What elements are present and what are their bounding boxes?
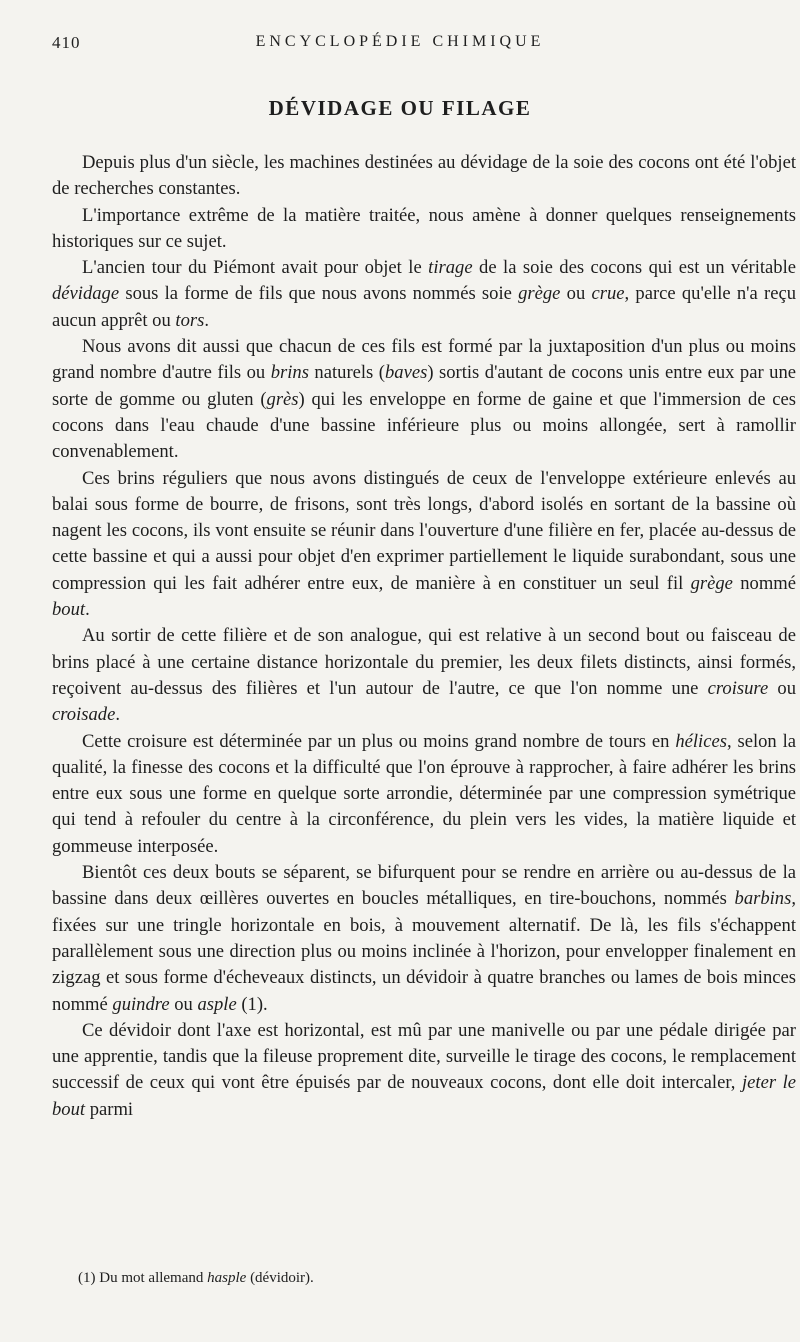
italic-term: guindre [112, 993, 170, 1015]
text-run: . [85, 599, 90, 621]
footnote-text: (dévidoir). [246, 1270, 314, 1286]
text-run: ou [169, 993, 198, 1015]
text-run: de la soie des cocons qui est un véritable [472, 257, 796, 279]
text-run: Bientôt ces deux bouts se séparent, se bifurquent pour se rendre en arrière ou au-dessus de la bassine dans deux œillères ouvertes en boucles métalliques, en tire-bouchons, nommés [52, 862, 796, 910]
running-head [0, 33, 800, 57]
text-run: L'ancien tour du Piémont avait pour objet le [82, 257, 429, 279]
footnote-italic-term: hasple [207, 1270, 247, 1286]
italic-term: grège [690, 572, 733, 594]
text-run: ou [768, 677, 796, 699]
footnote-reference: (1). [236, 993, 268, 1015]
text-run: ) qui les enveloppe en forme de gaine et que l'immersion de ces cocons dans l'eau chaude d'une bassine inférieure plus ou moins allongée, sert à ramollir convenablement. [52, 388, 796, 463]
text-run: sous la forme de fils que nous avons nommés soie [119, 283, 519, 305]
text-run: , fixées sur une tringle horizontale en bois, à mouvement alternatif. De là, les fils s'échappent parallèlement sous une direction plus ou moins inclinée à l'horizon, pour envelopper finalement en zigzag et sous forme d'écheveaux distincts, un dévidoir à quatre branches ou lames de bois minces nommé [52, 888, 796, 1015]
footnote [78, 1268, 778, 1288]
text-run: Nous avons dit aussi que chacun de ces fils est formé par la juxtaposition d'un plus ou moins grand nombre d'autre fils ou [52, 336, 796, 384]
italic-term: barbins [734, 888, 792, 910]
journal-title: ENCYCLOPÉDIE CHIMIQUE [255, 33, 545, 50]
paragraph-6 [52, 623, 796, 728]
paragraph-2: L'importance extrême de la matière traitée, nous amène à donner quelques renseignements historiques sur ce sujet. [52, 204, 796, 252]
italic-term: tors [175, 309, 205, 331]
text-run: , parce qu'elle n'a reçu aucun apprêt ou [52, 283, 796, 331]
italic-term: croisure [707, 677, 769, 699]
italic-term: tirage [428, 257, 473, 279]
text-run: Cette croisure est déterminée par un plus ou moins grand nombre de tours en [82, 730, 676, 752]
italic-term: brins [270, 362, 309, 384]
footnote-text: (1) Du mot allemand [78, 1270, 208, 1286]
italic-term: crue [591, 283, 625, 305]
section-title: DÉVIDAGE OU FILAGE [268, 96, 532, 120]
paragraph-4 [52, 334, 796, 465]
text-run: Ce dévidoir dont l'axe est horizontal, est mû par une manivelle ou par une pédale dirigée par une apprentie, tandis que la fileuse proprement dite, surveille le tirage des cocons, le remplacement successif de ceux qui vont être épuisés par de nouveaux cocons, dont elle doit intercaler, [52, 1019, 796, 1094]
italic-term: baves [384, 362, 428, 384]
paragraph-1: Depuis plus d'un siècle, les machines destinées au dévidage de la soie des cocons ont été l'objet de recherches constantes. [52, 152, 796, 200]
body-text [52, 150, 796, 1123]
page-number: 410 [52, 33, 81, 52]
paragraph-5 [52, 466, 796, 624]
italic-term: asple [197, 993, 237, 1015]
text-run: Ces brins réguliers que nous avons distingués de ceux de l'enveloppe extérieure enlevés au balai sous forme de bourre, de frisons, sont très longs, d'abord isolés en sortant de la bassine où nagent les cocons, ils vont ensuite se réunir dans l'ouverture d'une filière en fer, placée au-dessus de cette bassine et qui a aussi pour objet d'en exprimer partiellement le liquide surabondant, sous une compression qui les fait adhérer entre eux, de manière à en constituer un seul fil [52, 467, 796, 594]
italic-term: bout [52, 599, 86, 621]
text-run: parmi [85, 1098, 134, 1120]
italic-term: croisade [52, 704, 116, 726]
text-run: ) sortis d'autant de cocons unis entre eux par une sorte de gomme ou gluten ( [52, 362, 797, 410]
paragraph-7 [52, 729, 796, 860]
text-run: Au sortir de cette filière et de son analogue, qui est relative à un second bout ou faisceau de brins placé à une certaine distance horizontale du premier, les deux filets distincts, ainsi formés, reçoivent au-dessus des filières et l'un autour de l'autre, ce que l'on nomme une [52, 625, 796, 699]
text-run: naturels ( [308, 362, 385, 384]
italic-term: grès [266, 388, 299, 410]
text-run: . [204, 309, 209, 331]
text-run: nommé [732, 572, 797, 594]
italic-term: hélices [675, 730, 727, 752]
italic-term: jeter le bout [52, 1072, 797, 1120]
italic-term: grège [518, 283, 561, 305]
paragraph-3 [52, 255, 796, 334]
paragraph-8 [52, 860, 796, 1018]
text-run: . [115, 704, 121, 726]
text-run: , selon la qualité, la finesse des cocons et la difficulté que l'on éprouve à rapprocher, à faire adhérer les brins entre eux sous une forme en quelque sorte arrondie, déterminée par une compression symétrique qui tend à refouler du centre à la circonférence, du plein vers les vides, la matière liquide et gommeuse interposée. [52, 730, 796, 857]
italic-term: dévidage [52, 283, 120, 305]
paragraph-9 [52, 1018, 796, 1123]
text-run: ou [560, 283, 592, 305]
